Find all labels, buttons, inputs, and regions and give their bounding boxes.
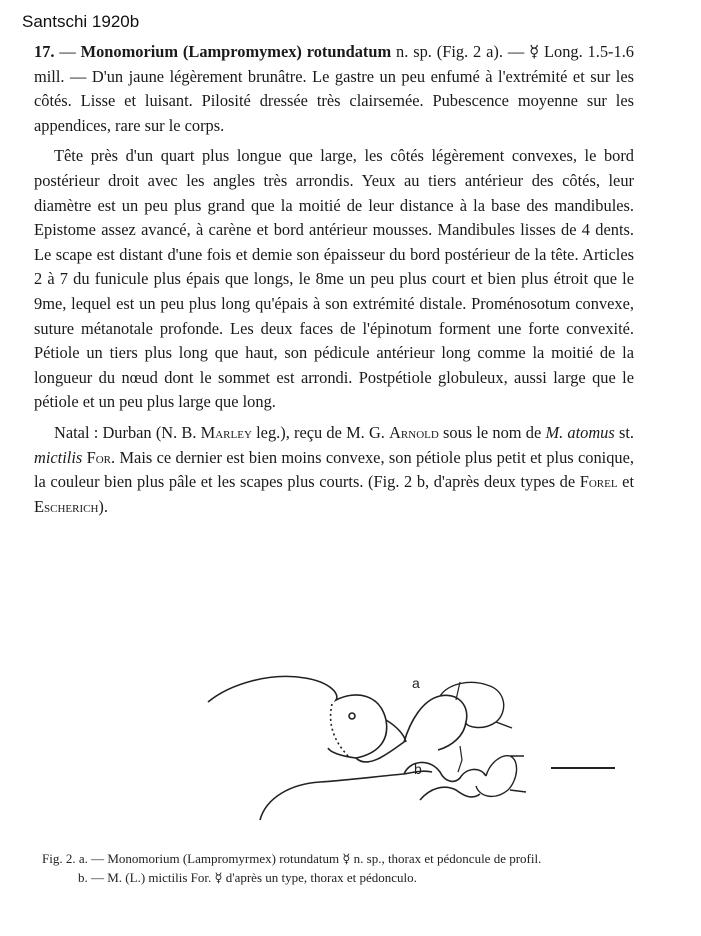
- gaster-start-a: [456, 682, 462, 772]
- paragraph-1: [34, 40, 634, 138]
- caption-line-b: b. — M. (L.) mictilis For. ☿ d'après un type, thorax et pédonculo.: [78, 870, 417, 885]
- caption-line-a: Fig. 2. a. — Monomorium (Lampromyrmex) rotundatum ☿ n. sp., thorax et pédoncule de profil.: [42, 851, 542, 866]
- author-escherich: Escherich: [34, 496, 99, 516]
- page-header-label: Santschi 1920b: [22, 12, 140, 31]
- paragraph-3: [34, 421, 634, 519]
- p3-b: leg.), reçu de M. G.: [251, 422, 390, 442]
- p3-end: ).: [98, 496, 108, 516]
- eye-spot-a: [349, 713, 355, 719]
- postpetiole-b: [476, 756, 526, 797]
- scale-bar: [551, 767, 615, 769]
- postpetiole-a: [440, 682, 512, 728]
- p3-c: sous le nom de: [438, 422, 546, 442]
- subspecies-ref: mictilis: [34, 447, 83, 467]
- species-title: Monomorium (Lampromymex) rotundatum: [80, 42, 392, 61]
- species-description: [34, 40, 634, 525]
- species-status: n. sp.: [396, 42, 432, 61]
- sender-name: Arnold: [389, 422, 439, 442]
- petiole-b: [420, 787, 480, 800]
- p3-et: et: [617, 472, 634, 492]
- thorax-outline-b: [260, 771, 432, 820]
- entry-number: 17.: [34, 42, 55, 61]
- author-abbrev: For.: [86, 447, 116, 467]
- figure-caption: [42, 849, 642, 887]
- paragraph-1-line2: (Fig. 2 a). — ☿ Long. 1.5-1.6 mill. — D'un jaune légèrement: [34, 42, 634, 86]
- p3-d: st.: [614, 422, 634, 442]
- fig-label-a: a: [412, 675, 420, 691]
- figure-2-drawing: [190, 660, 640, 845]
- thorax-outline-a: [208, 676, 467, 762]
- fig-label-b: b: [414, 761, 422, 777]
- entry-dash: —: [59, 42, 76, 61]
- collector-name: Marley: [200, 422, 252, 442]
- p3-a: Natal : Durban (N. B.: [54, 422, 201, 442]
- petiole-a-lower: [328, 720, 406, 758]
- p3-f: Mais ce dernier est bien moins convexe, son pétiole plus petit et plus conique, la couleur bien plus pâle et les scapes plus courts. (Fig. 2 b, d'après deux types de: [34, 447, 634, 492]
- author-forel: Forel: [579, 472, 618, 492]
- paragraph-2: Tête près d'un quart plus longue que large, les côtés légèrement convexes, le bord postérieur droit avec les angles très arrondis. Yeux au tiers antérieur des côtés, leur diamètre est un peu plus grand que la moitié de leur distance à la base des mandibules. Epistome assez avancé, à carène et bord antérieur mousses. Mandibules lisses de 4 dents. Le scape est distant d'une fois et demie son épaisseur du bord postérieur de la tête. Articles 2 à 7 du funicule plus épais que longs, le 8me un peu plus court et bien plus étroit que le 9me, lequel est un peu plus long qu'épais à son extrémité distale. Proménosotum convexe, suture métanotale profonde. Les deux faces de l'épinotum forment une forte convexité. Pétiole un tiers plus long que haut, son pédicule antérieur long comme la moitié de la longueur du nœud dont le sommet est arrondi. Postpétiole globuleux, aussi large que le pétiole et un peu plus large que long.: [34, 146, 634, 412]
- dotted-spiracle-a: [331, 704, 350, 758]
- paragraph-1-rest: brunâtre. Le gastre un peu enfumé à l'extrémité et sur les côtés. Lisse et luisant. Pilosité dressée très clairsemée. Pubescence moyenne sur les appendices, rare sur le corps.: [34, 66, 634, 135]
- species-ref: M. atomus: [545, 422, 615, 442]
